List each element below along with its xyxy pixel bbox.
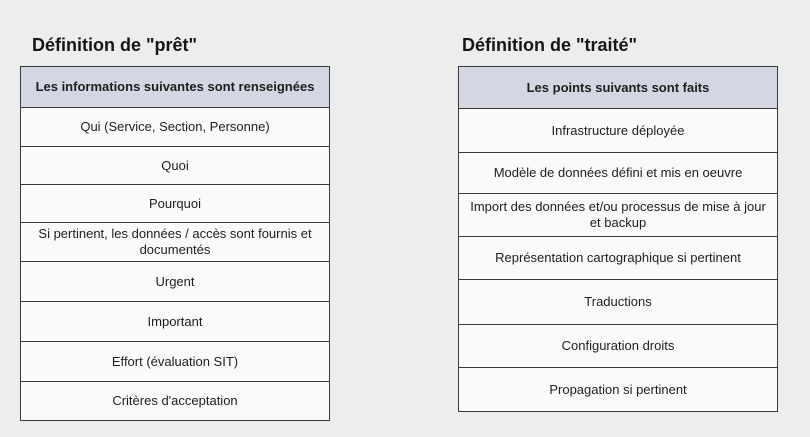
table-row: Infrastructure déployée (459, 108, 777, 152)
table-row: Si pertinent, les données / accès sont fournis et documentés (21, 222, 329, 261)
table-row: Important (21, 301, 329, 341)
table-row: Configuration droits (459, 324, 777, 367)
table-row: Import des données et/ou processus de mise à jour et backup (459, 193, 777, 236)
table-row: Représentation cartographique si pertinent (459, 236, 777, 279)
table-row: Critères d'acceptation (21, 381, 329, 420)
table-row: Urgent (21, 261, 329, 301)
table-row: Qui (Service, Section, Personne) (21, 107, 329, 146)
done-definition-table (458, 66, 778, 412)
ready-definition-table (20, 66, 330, 421)
table-row: Modèle de données défini et mis en oeuvre (459, 152, 777, 193)
table-row: Propagation si pertinent (459, 367, 777, 411)
table-row: Pourquoi (21, 184, 329, 222)
table-header: Les points suivants sont faits (459, 67, 777, 108)
done-definition-title: Définition de "traité" (462, 35, 638, 55)
ready-definition-title: Définition de "prêt" (32, 35, 198, 55)
table-row: Quoi (21, 146, 329, 184)
table-header: Les informations suivantes sont renseignées (21, 67, 329, 107)
table-row: Effort (évaluation SIT) (21, 341, 329, 381)
table-row: Traductions (459, 279, 777, 324)
